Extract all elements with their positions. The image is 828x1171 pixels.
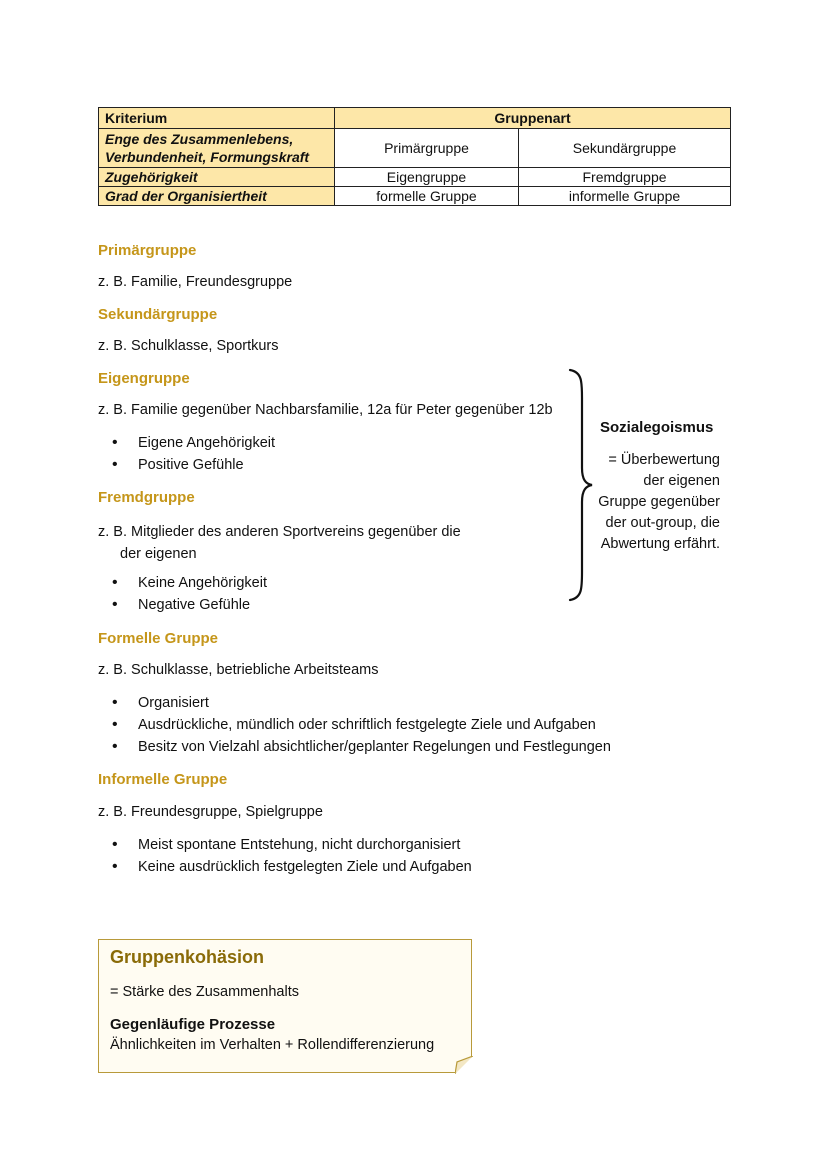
list-item: • Keine Angehörigkeit: [98, 572, 267, 594]
list-item: • Keine ausdrücklich festgelegten Ziele und Aufgaben: [98, 856, 472, 878]
list-fremdgruppe: [98, 572, 267, 616]
list-item: • Ausdrückliche, mündlich oder schriftlich festgelegte Ziele und Aufgaben: [98, 714, 611, 736]
definition-line: Gruppe gegenüber: [598, 494, 720, 510]
example-fremdgruppe: [98, 521, 461, 565]
sozialegoismus-definition: [598, 450, 720, 555]
criteria-table: [98, 107, 731, 206]
heading-primaergruppe: Primärgruppe: [98, 242, 197, 259]
note-text: Ähnlichkeiten im Verhalten + Rollendifferenzierung: [110, 1037, 435, 1053]
sozialegoismus-title: Sozialegoismus: [600, 419, 714, 436]
example-line: z. B. Mitglieder des anderen Sportvereins gegenüber die: [98, 524, 461, 540]
table-row: [99, 168, 731, 187]
heading-sekundaergruppe: Sekundärgruppe: [98, 306, 218, 323]
cell-eigengruppe: Eigengruppe: [335, 168, 519, 187]
definition-line: Abwertung erfährt.: [600, 536, 720, 552]
example-formelle-gruppe: z. B. Schulklasse, betriebliche Arbeitsteams: [98, 662, 379, 678]
list-item: • Negative Gefühle: [98, 594, 267, 616]
list-item: • Organisiert: [98, 692, 611, 714]
header-gruppenart: Gruppenart: [335, 108, 731, 129]
example-eigengruppe: z. B. Familie gegenüber Nachbarsfamilie, 12a für Peter gegenüber 12b: [98, 402, 553, 418]
list-item: • Positive Gefühle: [98, 454, 275, 476]
definition-line: der out-group, die: [605, 515, 720, 531]
list-item: • Eigene Angehörigkeit: [98, 432, 275, 454]
curly-brace-icon: [568, 368, 594, 602]
row-label-line: Verbundenheit, Formungskraft: [105, 149, 310, 165]
example-sekundaergruppe: z. B. Schulklasse, Sportkurs: [98, 338, 279, 354]
note-definition: = Stärke des Zusammenhalts: [110, 984, 299, 1000]
row-label-line: Enge des Zusammenlebens,: [105, 131, 294, 147]
heading-fremdgruppe: Fremdgruppe: [98, 489, 195, 506]
example-line: der eigenen: [120, 546, 197, 562]
row-label: Grad der Organisiertheit: [99, 187, 335, 206]
heading-formelle-gruppe: Formelle Gruppe: [98, 630, 219, 647]
row-label: Zugehörigkeit: [99, 168, 335, 187]
example-primaergruppe: z. B. Familie, Freundesgruppe: [98, 274, 293, 290]
gruppenkohaesion-note: [98, 939, 472, 1073]
cell-informelle-gruppe: informelle Gruppe: [519, 187, 731, 206]
table-row: [99, 187, 731, 206]
heading-informelle-gruppe: Informelle Gruppe: [98, 771, 228, 788]
note-title: Gruppenkohäsion: [110, 947, 265, 967]
definition-line: der eigenen: [643, 473, 720, 489]
cell-formelle-gruppe: formelle Gruppe: [335, 187, 519, 206]
list-eigengruppe: [98, 432, 275, 476]
cell-fremdgruppe: Fremdgruppe: [519, 168, 731, 187]
list-informelle-gruppe: [98, 834, 472, 878]
list-item: • Meist spontane Entstehung, nicht durchorganisiert: [98, 834, 472, 856]
page-fold-icon: [455, 1056, 473, 1074]
cell-primaergruppe: Primärgruppe: [335, 129, 519, 168]
heading-eigengruppe: Eigengruppe: [98, 370, 190, 387]
header-kriterium: Kriterium: [99, 108, 335, 129]
table-row: [99, 129, 731, 168]
definition-line: = Überbewertung: [608, 452, 720, 468]
example-informelle-gruppe: z. B. Freundesgruppe, Spielgruppe: [98, 804, 323, 820]
note-subtitle: Gegenläufige Prozesse: [110, 1016, 276, 1033]
list-formelle-gruppe: [98, 692, 611, 758]
row-label: [99, 129, 335, 168]
list-item: • Besitz von Vielzahl absichtlicher/geplanter Regelungen und Festlegungen: [98, 736, 611, 758]
cell-sekundaergruppe: Sekundärgruppe: [519, 129, 731, 168]
